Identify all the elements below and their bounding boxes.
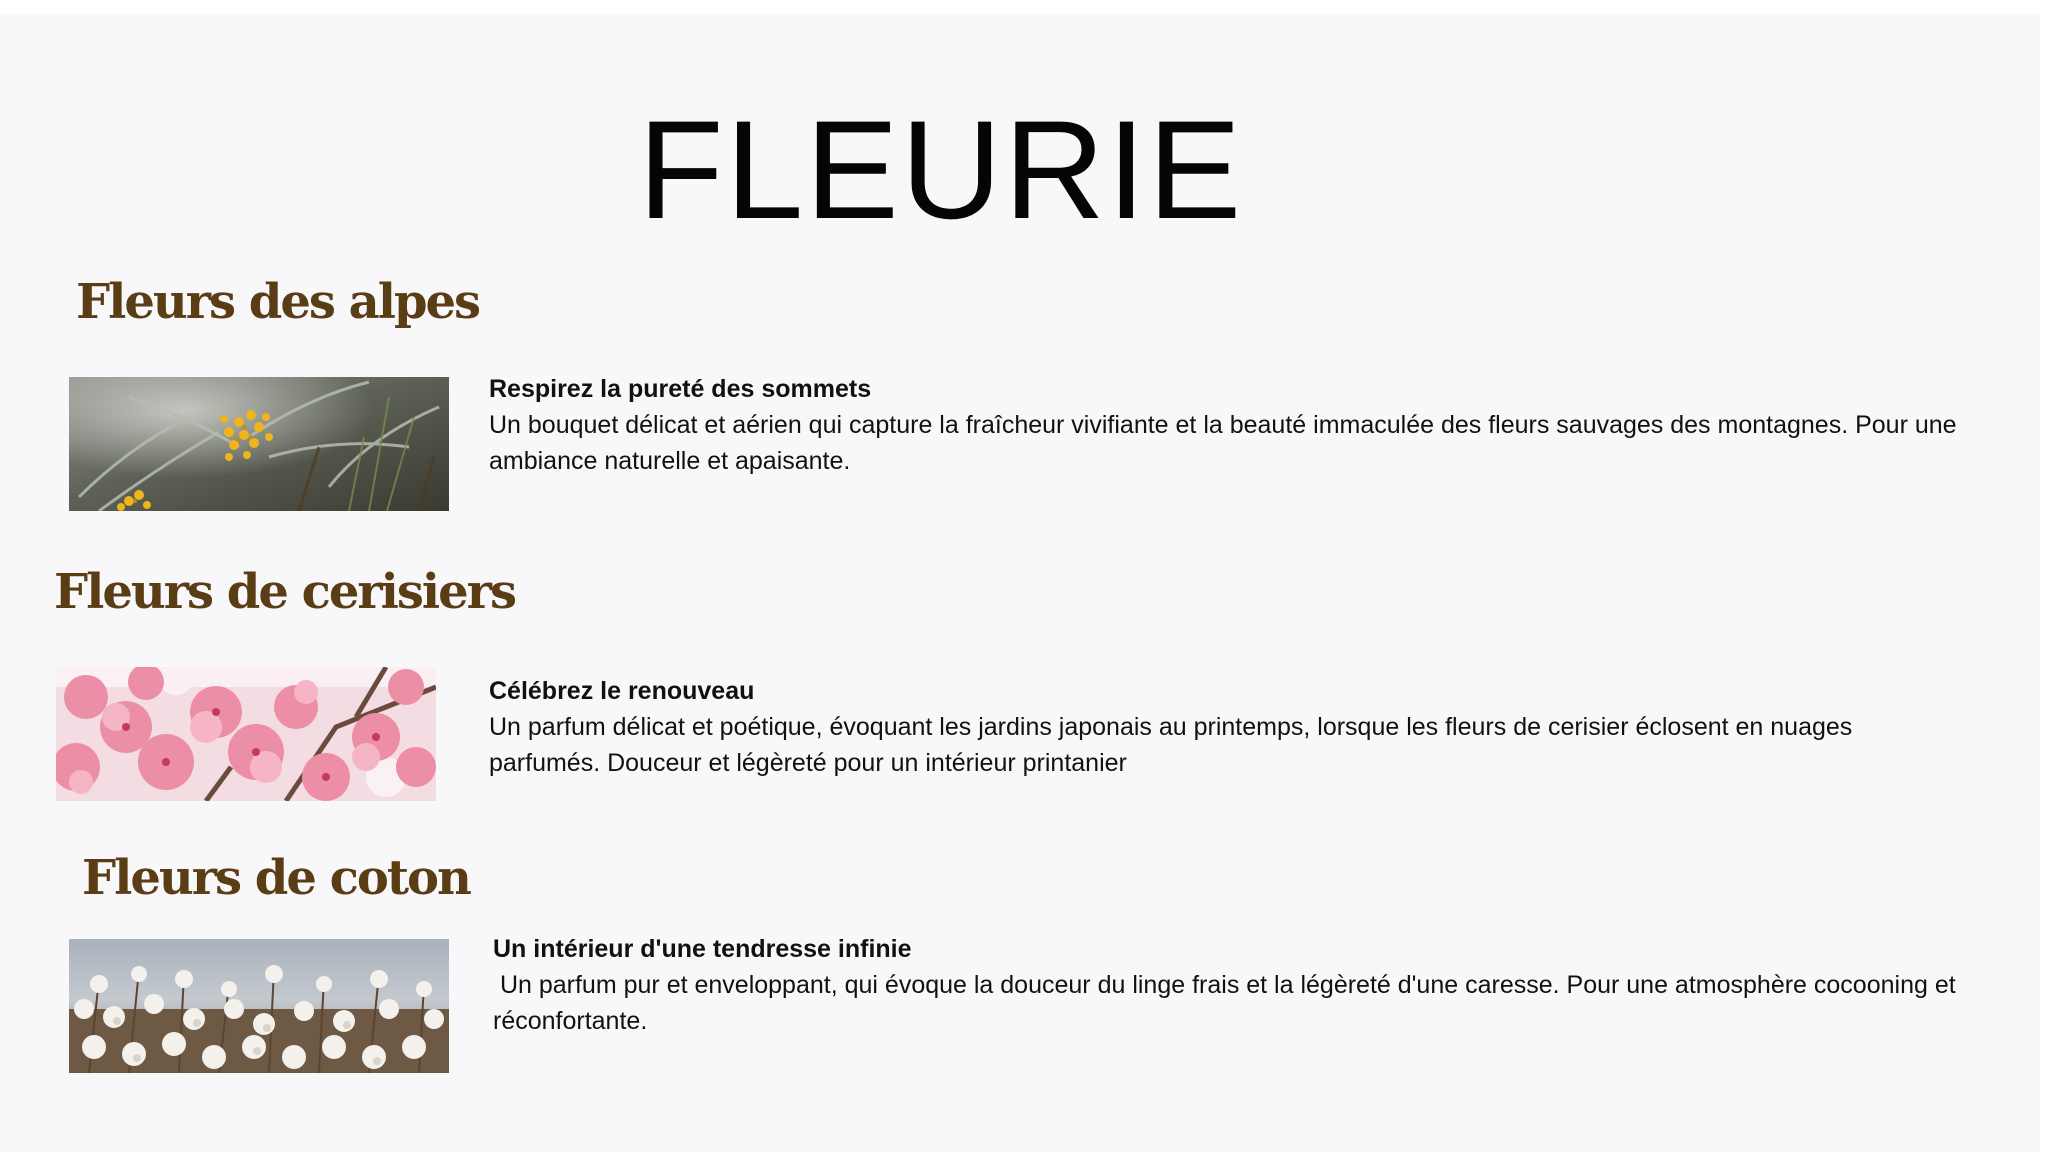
- alpine-flowers-photo-icon: [69, 377, 449, 511]
- section-heading-cerisiers: Fleurs de cerisiers: [54, 564, 515, 620]
- section-subtitle-coton: Un intérieur d'une tendresse infinie: [493, 935, 912, 963]
- section-description-cerisiers: [489, 673, 1969, 781]
- section-body-cerisiers: Un parfum délicat et poétique, évoquant les jardins japonais au printemps, lorsque les fleurs de cerisier éclosent en nuages parfumés. Douceur et légèreté pour un intérieur printanier: [489, 713, 1860, 777]
- section-body-alpes: Un bouquet délicat et aérien qui capture la fraîcheur vivifiante et la beauté immaculée des fleurs sauvages des montagnes. Pour une ambiance naturelle et apaisante.: [489, 411, 1964, 475]
- section-heading-coton: Fleurs de coton: [82, 850, 470, 906]
- top-border: [0, 0, 2048, 14]
- section-heading-alpes: Fleurs des alpes: [76, 274, 480, 330]
- cotton-flowers-photo-icon: [69, 939, 449, 1073]
- section-subtitle-cerisiers: Célébrez le renouveau: [489, 677, 755, 705]
- section-description-coton: [493, 931, 1973, 1039]
- section-body-coton: Un parfum pur et enveloppant, qui évoque la douceur du linge frais et la légèreté d'une caresse. Pour une atmosphère cocooning et réconfortante.: [493, 971, 1963, 1035]
- cherry-blossom-photo-icon: [56, 667, 436, 801]
- section-subtitle-alpes: Respirez la pureté des sommets: [489, 375, 872, 403]
- section-description-alpes: [489, 371, 1969, 479]
- right-border: [2040, 0, 2048, 1152]
- alpine-flowers-image: [69, 377, 449, 511]
- page-title: FLEURIE: [638, 91, 1244, 248]
- cotton-flowers-image: [69, 939, 449, 1073]
- cherry-blossom-image: [56, 667, 436, 801]
